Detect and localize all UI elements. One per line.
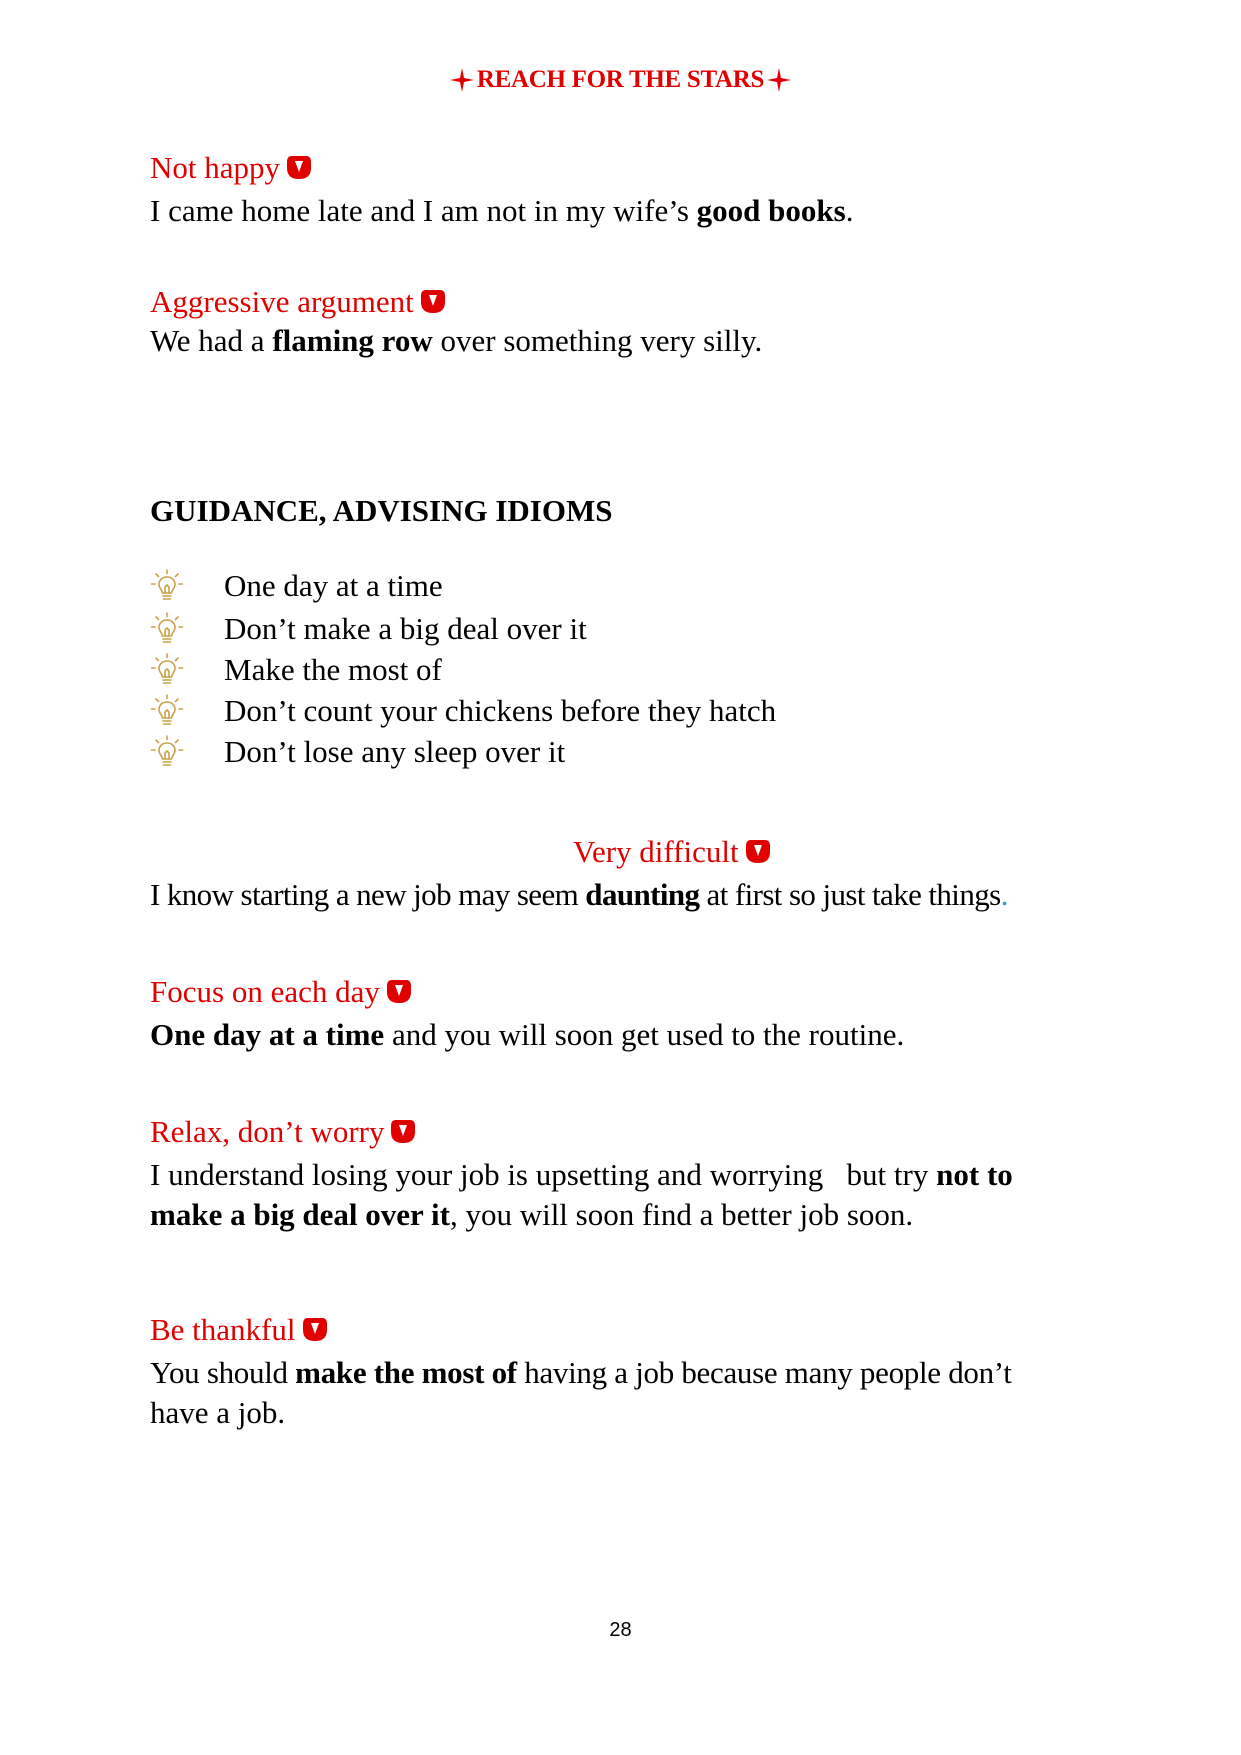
lightbulb-icon bbox=[150, 652, 184, 688]
star-icon bbox=[449, 67, 475, 93]
entry-label: Focus on each day bbox=[150, 974, 412, 1010]
section-heading: GUIDANCE, ADVISING IDIOMS bbox=[150, 493, 613, 528]
lightbulb-icon bbox=[150, 693, 184, 729]
star-icon bbox=[766, 67, 792, 93]
entry-sentence-line: You should make the most of having a job because many people don’t bbox=[150, 1355, 1012, 1390]
entry-label: Aggressive argument bbox=[150, 284, 446, 320]
drop-icon bbox=[386, 978, 412, 1004]
drop-icon bbox=[745, 838, 771, 864]
lightbulb-icon bbox=[150, 568, 184, 604]
entry-sentence: One day at a time and you will soon get used to the routine. bbox=[150, 1017, 905, 1052]
list-item: One day at a time bbox=[150, 568, 950, 604]
entry-sentence-line: I understand losing your job is upsetting and worrying but try not to bbox=[150, 1157, 1013, 1192]
entry-sentence: I know starting a new job may seem daunting at first so just take things. bbox=[150, 877, 1008, 912]
drop-icon bbox=[286, 154, 312, 180]
list-item: Don’t count your chickens before they hatch bbox=[150, 693, 950, 729]
list-item: Don’t lose any sleep over it bbox=[150, 734, 950, 770]
entry-label: Not happy bbox=[150, 150, 312, 186]
entry-sentence-line: have a job. bbox=[150, 1395, 286, 1430]
entry-label: Relax, don’t worry bbox=[150, 1114, 416, 1150]
drop-icon bbox=[390, 1118, 416, 1144]
drop-icon bbox=[420, 288, 446, 314]
lightbulb-icon bbox=[150, 734, 184, 770]
page-number: 28 bbox=[609, 1619, 632, 1641]
list-item: Make the most of bbox=[150, 652, 950, 688]
entry-sentence: We had a flaming row over something very silly. bbox=[150, 323, 763, 358]
list-item: Don’t make a big deal over it bbox=[150, 611, 950, 647]
header-title: REACH FOR THE STARS bbox=[476, 66, 765, 93]
entry-label: Very difficult bbox=[573, 834, 771, 870]
entry-sentence-line: make a big deal over it, you will soon find a better job soon. bbox=[150, 1197, 914, 1232]
entry-label: Be thankful bbox=[150, 1312, 328, 1348]
lightbulb-icon bbox=[150, 611, 184, 647]
drop-icon bbox=[302, 1316, 328, 1342]
page-header bbox=[0, 66, 1241, 94]
entry-sentence: I came home late and I am not in my wife’s good books. bbox=[150, 193, 854, 228]
